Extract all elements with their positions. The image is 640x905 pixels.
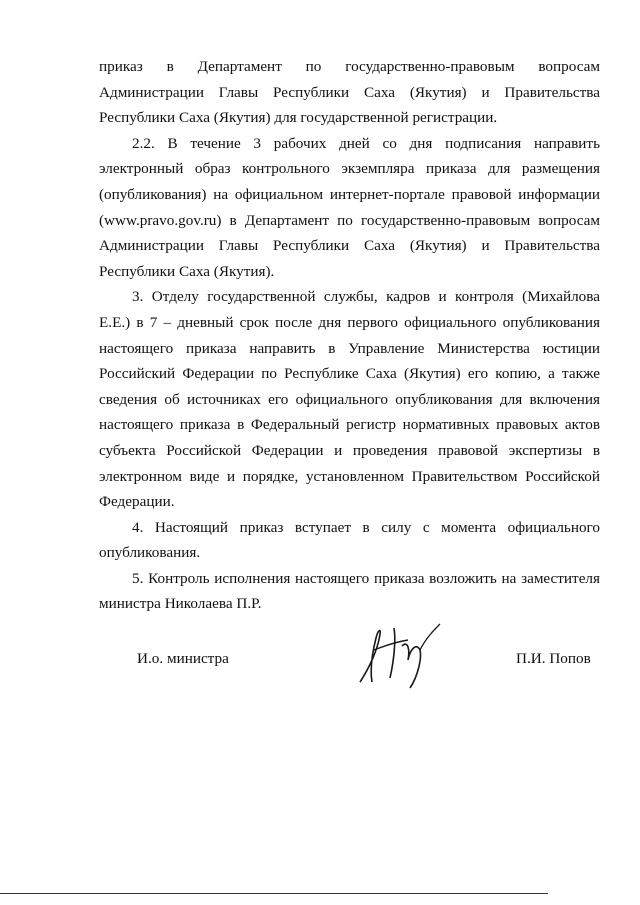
- signatory-title: И.о. министра: [137, 650, 229, 667]
- handwritten-signature: [350, 620, 450, 695]
- paragraph-continuation: приказ в Департамент по государственно-правовым вопросам Администрации Главы Республики Саха (Якутия) и Правительства Республики Саха (Якутия) для государственной регистрации.: [99, 58, 600, 127]
- paragraph-4: 4. Настоящий приказ вступает в силу с момента официального опубликования.: [99, 518, 600, 562]
- paragraph-3: 3. Отделу государственной службы, кадров и контроля (Михайлова Е.Е.) в 7 – дневный срок после дня первого официального опубликования настоящего приказа направить в Управление Министерства юстиции Российский Федерации по Республике Саха (Якутия) его копию, а также сведения об источниках его официального опубликования для включения настоящего приказа в Федеральный регистр нормативных правовых актов субъекта Российской Федерации и проведения правовой экспертизы в электронном виде и порядке, установленном Правительством Российской Федерации.: [99, 288, 600, 511]
- document-body: [99, 54, 600, 617]
- signatory-name: П.И. Попов: [516, 650, 591, 667]
- paragraph-2-2: 2.2. В течение 3 рабочих дней со дня подписания направить электронный образ контрольного экземпляра приказа для размещения (опубликования) на официальном интернет-портале правовой информации (www.pravo.gov.ru) в Департамент по государственно-правовым вопросам Администрации Главы Республики Саха (Якутия) и Правительства Республики Саха (Якутия).: [99, 134, 600, 280]
- footer-divider: [0, 893, 548, 894]
- signature-block: [0, 620, 640, 700]
- paragraph-5: 5. Контроль исполнения настоящего приказа возложить на заместителя министра Николаева П.Р.: [99, 569, 600, 613]
